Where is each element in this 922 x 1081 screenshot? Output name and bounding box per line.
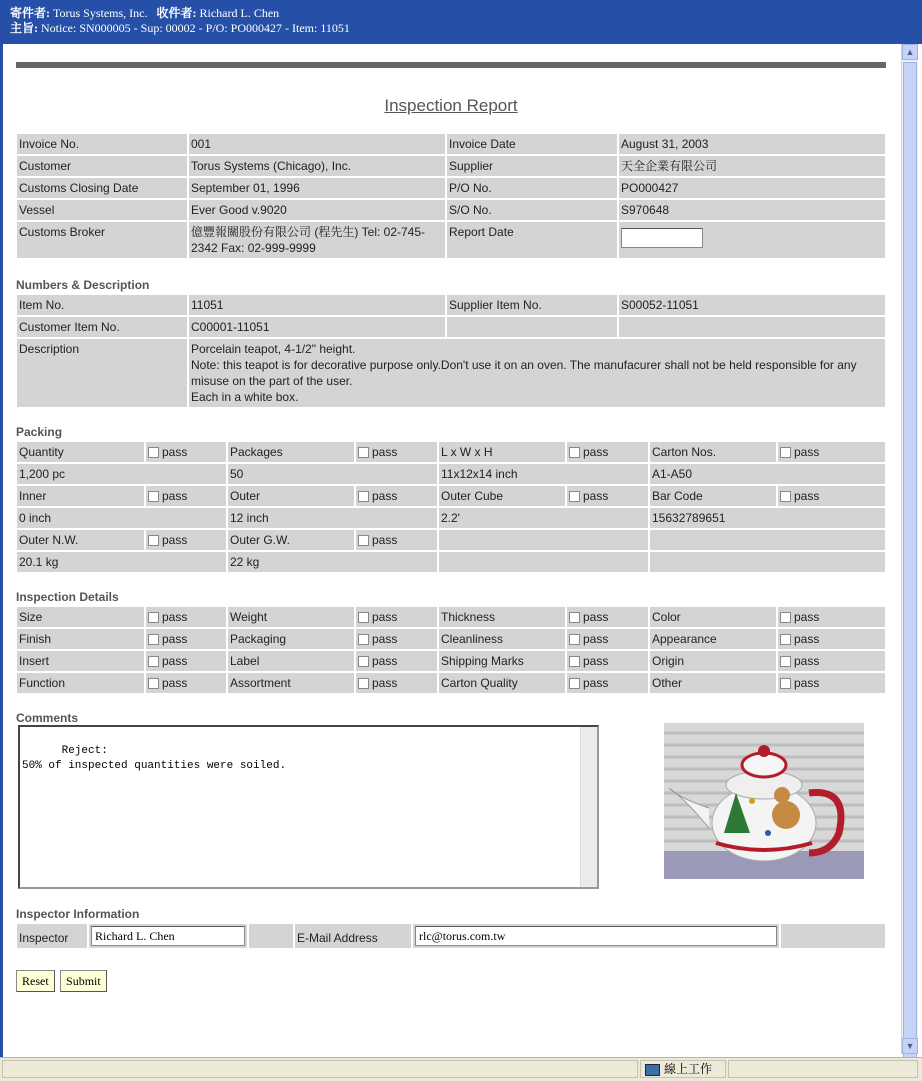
inspection-row (17, 651, 885, 671)
inspection-row (17, 629, 885, 649)
pass-cell (356, 530, 437, 550)
pass-label: pass (583, 676, 609, 690)
empty-cell (650, 552, 885, 572)
email-input[interactable] (415, 926, 777, 946)
description-line: Porcelain teapot, 4-1/2" height. (191, 342, 356, 356)
inspection-label: Color (650, 607, 776, 627)
report-date-input[interactable] (621, 228, 703, 248)
inspection-label: Label (228, 651, 354, 671)
pass-label: pass (162, 676, 188, 690)
packing-label: Quantity (17, 442, 144, 462)
pass-cell (567, 607, 648, 627)
inspection-label: Origin (650, 651, 776, 671)
packing-section-title: Packing (16, 425, 63, 439)
broker-value: 億豐報關股份有限公司 (程先生) Tel: 02-745-2342 Fax: 02-999-9999 (189, 222, 445, 258)
description-value (189, 339, 885, 407)
inspection-label: Assortment (228, 673, 354, 693)
packing-label: Outer Cube (439, 486, 565, 506)
invoice-date-value: August 31, 2003 (619, 134, 885, 154)
packing-value-row (17, 552, 885, 572)
pass-cell (146, 651, 226, 671)
pass-cell (567, 486, 648, 506)
scroll-up-button[interactable]: ▲ (902, 44, 918, 60)
subject-line (10, 21, 912, 36)
status-message (2, 1060, 638, 1078)
packing-value-row (17, 508, 885, 528)
pass-label: pass (372, 632, 398, 646)
packing-label-row (17, 442, 885, 462)
status-zone (728, 1060, 918, 1078)
packing-value: 2.2' (439, 508, 648, 528)
pass-cell (778, 673, 885, 693)
packing-label: Packages (228, 442, 354, 462)
packing-value: 12 inch (228, 508, 437, 528)
scroll-down-button[interactable]: ▼ (902, 1038, 918, 1054)
inspection-label: Cleanliness (439, 629, 565, 649)
page-title: Inspection Report (384, 96, 518, 115)
packing-value-row (17, 464, 885, 484)
vessel-value: Ever Good v.9020 (189, 200, 445, 220)
comments-text: Reject: 50% of inspected quantities were soiled. (22, 745, 287, 772)
packing-label: Outer (228, 486, 354, 506)
pass-checkbox[interactable] (148, 535, 159, 546)
pass-label: pass (583, 610, 609, 624)
pass-label: pass (583, 489, 609, 503)
pass-label: pass (583, 632, 609, 646)
packing-value: 11x12x14 inch (439, 464, 648, 484)
window-titlebar (0, 0, 922, 44)
item-no-value: 11051 (189, 295, 445, 315)
empty-cell (619, 317, 885, 337)
report-date-label: Report Date (447, 222, 617, 258)
pass-cell (778, 607, 885, 627)
empty-cell (781, 924, 885, 948)
status-online (640, 1060, 726, 1078)
pass-label: pass (794, 489, 820, 503)
pass-cell (778, 651, 885, 671)
packing-label: Outer G.W. (228, 530, 354, 550)
email-label: E-Mail Address (295, 924, 411, 948)
inspection-section-title: Inspection Details (16, 590, 119, 604)
comments-section-title: Comments (16, 711, 79, 725)
pass-checkbox[interactable] (148, 447, 159, 458)
report-date-cell (619, 222, 885, 258)
status-bar (0, 1057, 922, 1081)
report-content (16, 62, 886, 992)
online-text: 線上工作 (664, 1062, 713, 1076)
pass-checkbox[interactable] (358, 491, 369, 502)
pass-label: pass (794, 610, 820, 624)
supplier-item-label: Supplier Item No. (447, 295, 617, 315)
pass-label: pass (162, 654, 188, 668)
numbers-table (15, 293, 887, 409)
inspector-label: Inspector (17, 924, 87, 948)
pass-checkbox[interactable] (780, 656, 791, 667)
pass-cell (567, 673, 648, 693)
pass-label: pass (372, 489, 398, 503)
pass-checkbox[interactable] (780, 678, 791, 689)
closing-date-label: Customs Closing Date (17, 178, 187, 198)
empty-cell (249, 924, 293, 948)
pass-cell (356, 442, 437, 462)
pass-cell (146, 530, 226, 550)
inspector-cell (89, 924, 247, 948)
pass-label: pass (794, 632, 820, 646)
packing-value: 15632789651 (650, 508, 885, 528)
numbers-section-title: Numbers & Description (16, 278, 150, 292)
inspector-table (15, 922, 887, 950)
pass-cell (778, 486, 885, 506)
packing-label-row (17, 530, 885, 550)
inspection-label: Weight (228, 607, 354, 627)
pass-cell (146, 673, 226, 693)
po-value: PO000427 (619, 178, 885, 198)
inspection-label: Insert (17, 651, 144, 671)
pass-checkbox[interactable] (148, 678, 159, 689)
pass-checkbox[interactable] (780, 491, 791, 502)
teapot-photo (664, 723, 864, 879)
inspection-label: Shipping Marks (439, 651, 565, 671)
header-table (15, 132, 887, 260)
packing-label-row (17, 486, 885, 506)
subject-label: 主旨: (10, 21, 38, 35)
from-value: Torus Systems, Inc. (53, 6, 148, 20)
to-label: 收件者: (156, 6, 197, 20)
pass-label: pass (794, 445, 820, 459)
supplier-value: 天全企業有限公司 (619, 156, 885, 176)
pass-label: pass (372, 654, 398, 668)
inspection-table (15, 605, 887, 695)
pass-checkbox[interactable] (780, 634, 791, 645)
pass-label: pass (372, 533, 398, 547)
pass-label: pass (162, 610, 188, 624)
pass-label: pass (794, 676, 820, 690)
pass-checkbox[interactable] (358, 656, 369, 667)
pass-cell (567, 629, 648, 649)
customer-value: Torus Systems (Chicago), Inc. (189, 156, 445, 176)
pass-cell (778, 629, 885, 649)
inspection-label: Appearance (650, 629, 776, 649)
pass-checkbox[interactable] (148, 656, 159, 667)
pass-cell (146, 486, 226, 506)
pass-label: pass (372, 445, 398, 459)
pass-cell (356, 673, 437, 693)
pass-cell (356, 629, 437, 649)
scroll-thumb[interactable] (903, 62, 917, 1067)
pass-cell (356, 486, 437, 506)
pass-label: pass (583, 445, 609, 459)
pass-cell (146, 629, 226, 649)
pass-label: pass (162, 445, 188, 459)
comments-textarea[interactable] (18, 725, 599, 889)
pass-checkbox[interactable] (569, 491, 580, 502)
pass-checkbox[interactable] (358, 535, 369, 546)
packing-table (15, 440, 887, 574)
pass-cell (356, 651, 437, 671)
pass-checkbox[interactable] (358, 612, 369, 623)
pass-checkbox[interactable] (358, 634, 369, 645)
form-buttons (16, 970, 886, 992)
empty-cell (650, 530, 885, 550)
so-value: S970648 (619, 200, 885, 220)
packing-value: 1,200 pc (17, 464, 226, 484)
empty-cell (447, 317, 617, 337)
inspection-label: Finish (17, 629, 144, 649)
description-line: Each in a white box. (191, 390, 299, 404)
pass-label: pass (372, 610, 398, 624)
pass-label: pass (794, 654, 820, 668)
customer-label: Customer (17, 156, 187, 176)
inspection-label: Size (17, 607, 144, 627)
packing-label: Bar Code (650, 486, 776, 506)
packing-label: Outer N.W. (17, 530, 144, 550)
pass-label: pass (583, 654, 609, 668)
pass-checkbox[interactable] (780, 612, 791, 623)
pass-checkbox[interactable] (780, 447, 791, 458)
so-label: S/O No. (447, 200, 617, 220)
inspection-label: Packaging (228, 629, 354, 649)
inspection-label: Function (17, 673, 144, 693)
from-label: 寄件者: (10, 6, 50, 20)
inspection-row (17, 673, 885, 693)
inspection-label: Other (650, 673, 776, 693)
vessel-label: Vessel (17, 200, 187, 220)
packing-value: 0 inch (17, 508, 226, 528)
supplier-item-value: S00052-11051 (619, 295, 885, 315)
top-rule (16, 62, 886, 68)
submit-button[interactable]: Submit (60, 970, 107, 992)
inspector-section-title: Inspector Information (16, 907, 140, 921)
pass-checkbox[interactable] (358, 447, 369, 458)
pass-label: pass (162, 632, 188, 646)
to-value: Richard L. Chen (199, 6, 280, 20)
pass-checkbox[interactable] (148, 491, 159, 502)
comments-scrollbar[interactable] (580, 727, 597, 887)
po-label: P/O No. (447, 178, 617, 198)
customer-item-value: C00001-11051 (189, 317, 445, 337)
pass-cell (356, 607, 437, 627)
pass-checkbox[interactable] (148, 634, 159, 645)
pass-checkbox[interactable] (569, 634, 580, 645)
pass-cell (567, 442, 648, 462)
inspection-label: Thickness (439, 607, 565, 627)
closing-date-value: September 01, 1996 (189, 178, 445, 198)
empty-cell (439, 530, 648, 550)
from-line (10, 6, 912, 21)
email-cell (413, 924, 779, 948)
pass-cell (146, 607, 226, 627)
invoice-no-label: Invoice No. (17, 134, 187, 154)
pass-label: pass (372, 676, 398, 690)
packing-label: L x W x H (439, 442, 565, 462)
item-no-label: Item No. (17, 295, 187, 315)
vertical-scrollbar[interactable] (901, 44, 918, 1054)
inspection-row (17, 607, 885, 627)
broker-label: Customs Broker (17, 222, 187, 258)
pass-checkbox[interactable] (148, 612, 159, 623)
empty-cell (439, 552, 648, 572)
comments-block (16, 725, 886, 893)
subject-value: Notice: SN000005 - Sup: 00002 - P/O: PO000427 - Item: 11051 (41, 21, 350, 35)
packing-value: 22 kg (228, 552, 437, 572)
customer-item-label: Customer Item No. (17, 317, 187, 337)
reset-button[interactable]: Reset (16, 970, 55, 992)
packing-value: A1-A50 (650, 464, 885, 484)
inspector-input[interactable] (91, 926, 245, 946)
invoice-date-label: Invoice Date (447, 134, 617, 154)
pass-checkbox[interactable] (569, 612, 580, 623)
packing-value: 50 (228, 464, 437, 484)
computer-icon (645, 1064, 660, 1076)
pass-cell (567, 651, 648, 671)
pass-checkbox[interactable] (569, 678, 580, 689)
pass-checkbox[interactable] (358, 678, 369, 689)
pass-label: pass (162, 533, 188, 547)
supplier-label: Supplier (447, 156, 617, 176)
pass-checkbox[interactable] (569, 656, 580, 667)
description-label: Description (17, 339, 187, 407)
description-line: Note: this teapot is for decorative purpose only.Don't use it on an oven. The manufacurer shall not be held responsible for any misuse on the part of the user. (191, 358, 857, 388)
packing-value: 20.1 kg (17, 552, 226, 572)
packing-label: Carton Nos. (650, 442, 776, 462)
pass-cell (146, 442, 226, 462)
inspection-label: Carton Quality (439, 673, 565, 693)
pass-label: pass (162, 489, 188, 503)
pass-checkbox[interactable] (569, 447, 580, 458)
pass-cell (778, 442, 885, 462)
invoice-no-value: 001 (189, 134, 445, 154)
packing-label: Inner (17, 486, 144, 506)
